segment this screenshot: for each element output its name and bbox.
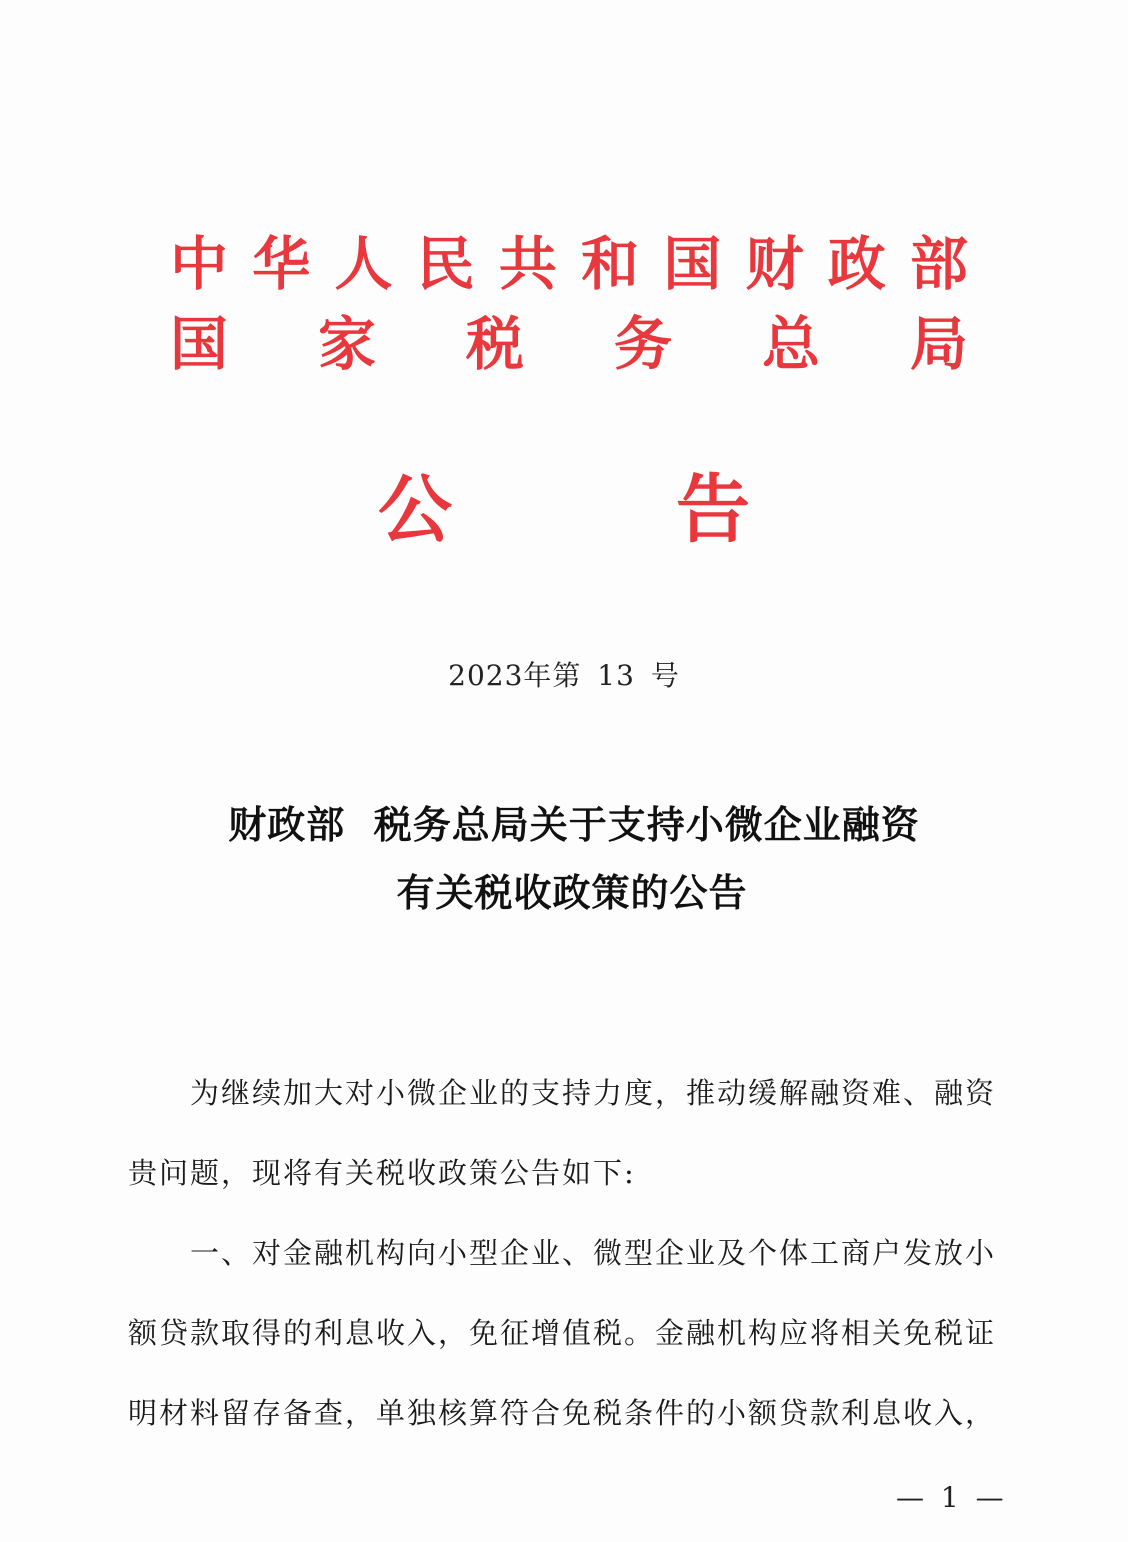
issuer-char: 华 <box>252 230 311 298</box>
issuer-char: 局 <box>909 310 968 378</box>
body-paragraph-line: 为继续加大对小微企业的支持力度，推动缓解融资难、融资 <box>190 1076 997 1110</box>
issuer-char: 家 <box>317 310 376 378</box>
document-title-line-1: 财政部 税务总局关于支持小微企业融资 <box>228 803 920 847</box>
issuer-char: 共 <box>498 230 557 298</box>
document-number: 2023年第 13 号 <box>448 659 680 692</box>
issuer-char: 国 <box>170 310 229 378</box>
issuer-char: 中 <box>170 230 229 298</box>
body-paragraph-line: 明材料留存备查，单独核算符合免税条件的小额贷款利息收入， <box>128 1396 997 1430</box>
issuer-char: 财 <box>745 230 804 298</box>
issuer-char: 部 <box>909 230 968 298</box>
issuer-char: 人 <box>334 230 393 298</box>
notice-char: 公 <box>378 467 452 553</box>
document-title-line-2: 有关税收政策的公告 <box>396 871 748 915</box>
issuer-char: 民 <box>416 230 475 298</box>
issuer-name-line-1 <box>170 230 968 298</box>
issuer-char: 政 <box>827 230 886 298</box>
page-number: — 1 — <box>896 1481 1008 1514</box>
body-paragraph-line: 一、对金融机构向小型企业、微型企业及个体工商户发放小 <box>190 1236 997 1270</box>
issuer-name-line-2 <box>170 310 968 378</box>
issuer-char: 国 <box>663 230 722 298</box>
notice-char: 告 <box>676 467 750 553</box>
issuer-char: 总 <box>761 310 820 378</box>
issuer-char: 务 <box>613 310 672 378</box>
notice-heading <box>378 467 750 553</box>
issuer-char: 税 <box>465 310 524 378</box>
body-paragraph-line: 贵问题，现将有关税收政策公告如下: <box>128 1156 636 1190</box>
issuer-char: 和 <box>581 230 640 298</box>
body-paragraph-line: 额贷款取得的利息收入，免征增值税。金融机构应将相关免税证 <box>128 1316 997 1350</box>
